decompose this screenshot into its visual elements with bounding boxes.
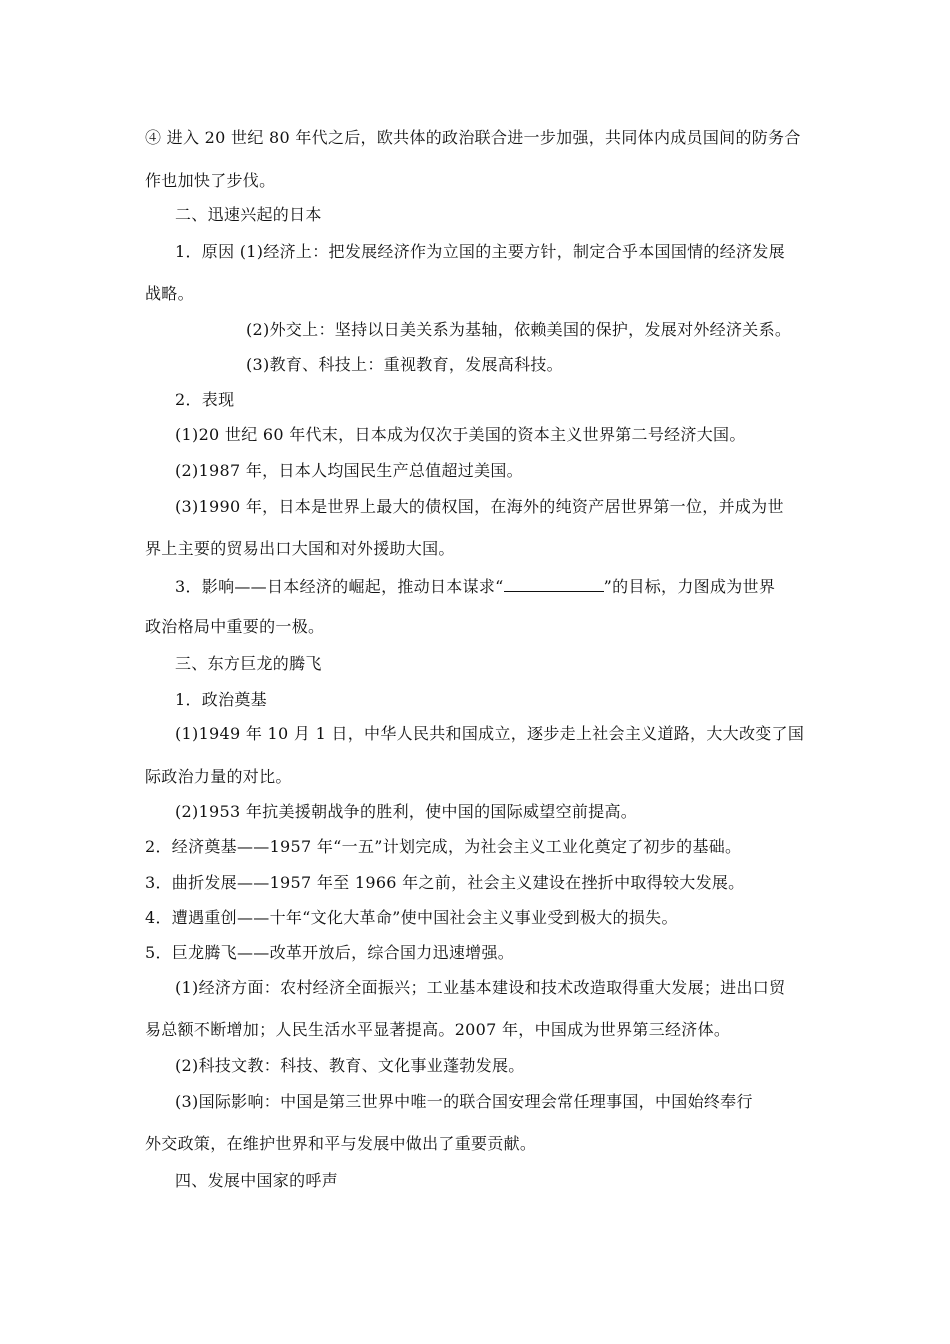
paragraph-line: 际政治力量的对比。 [145, 767, 292, 786]
paragraph-line: 5．巨龙腾飞——改革开放后，综合国力迅速增强。 [145, 943, 515, 962]
fill-in-blank-line [175, 576, 775, 597]
section-heading: 二、迅速兴起的日本 [175, 205, 322, 224]
paragraph-line: 2．经济奠基——1957 年“一五”计划完成，为社会主义工业化奠定了初步的基础。 [145, 837, 742, 856]
paragraph-line: (1)经济方面：农村经济全面振兴；工业基本建设和技术改造取得重大发展；进出口贸 [175, 978, 786, 997]
paragraph-line: (3)国际影响：中国是第三世界中唯一的联合国安理会常任理事国，中国始终奉行 [175, 1092, 753, 1111]
paragraph-line: (2)科技文教：科技、教育、文化事业蓬勃发展。 [175, 1056, 525, 1075]
paragraph-line: 易总额不断增加；人民生活水平显著提高。2007 年，中国成为世界第三经济体。 [145, 1020, 731, 1039]
paragraph-line: 作也加快了步伐。 [145, 171, 276, 190]
paragraph-line: (2)1987 年，日本人均国民生产总值超过美国。 [175, 461, 523, 480]
paragraph-line: (3)1990 年，日本是世界上最大的债权国，在海外的纯资产居世界第一位，并成为世 [175, 497, 784, 516]
section-heading: 三、东方巨龙的腾飞 [175, 654, 322, 673]
paragraph-line: (1)1949 年 10 月 1 日，中华人民共和国成立，逐步走上社会主义道路，大大改变了国 [175, 724, 805, 743]
section-heading: 四、发展中国家的呼声 [175, 1171, 339, 1190]
paragraph-line: 外交政策，在维护世界和平与发展中做出了重要贡献。 [145, 1134, 537, 1153]
paragraph-line: 1．原因 (1)经济上：把发展经济作为立国的主要方针，制定合乎本国国情的经济发展 [175, 242, 785, 261]
subheading: 2．表现 [175, 390, 235, 409]
blank-suffix: ”的目标，力图成为世界 [603, 577, 776, 596]
blank-prefix: 3．影响——日本经济的崛起，推动日本谋求“ [175, 577, 504, 596]
answer-blank [504, 576, 604, 592]
paragraph-line: ④ 进入 20 世纪 80 年代之后，欧共体的政治联合进一步加强，共同体内成员国间的防务合 [145, 128, 801, 147]
paragraph-line: 4．遭遇重创——十年“文化大革命”使中国社会主义事业受到极大的损失。 [145, 908, 678, 927]
paragraph-line: 3．曲折发展——1957 年至 1966 年之前，社会主义建设在挫折中取得较大发展。 [145, 873, 745, 892]
paragraph-line: (1)20 世纪 60 年代末，日本成为仅次于美国的资本主义世界第二号经济大国。 [175, 425, 746, 444]
subheading: 1．政治奠基 [175, 690, 267, 709]
paragraph-line: 政治格局中重要的一极。 [145, 617, 325, 636]
paragraph-line: 战略。 [145, 284, 194, 303]
paragraph-line: (2)1953 年抗美援朝战争的胜利，使中国的国际威望空前提高。 [175, 802, 638, 821]
paragraph-line: (3)教育、科技上：重视教育，发展高科技。 [246, 355, 563, 374]
paragraph-line: (2)外交上：坚持以日美关系为基轴，依赖美国的保护，发展对外经济关系。 [246, 320, 792, 339]
paragraph-line: 界上主要的贸易出口大国和对外援助大国。 [145, 539, 455, 558]
